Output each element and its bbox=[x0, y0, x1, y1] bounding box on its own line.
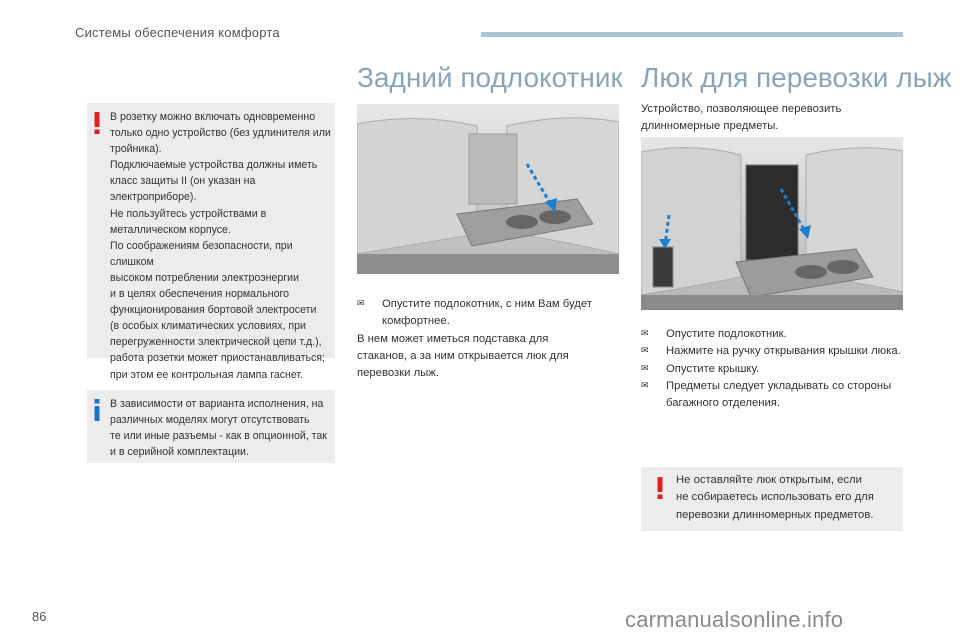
armrest-text bbox=[357, 296, 619, 382]
warning-note-text bbox=[110, 109, 334, 383]
text-line: стаканов, а за ним открывается люк для bbox=[357, 349, 569, 362]
step-item bbox=[641, 343, 903, 360]
note-line: В зависимости от варианта исполнения, на bbox=[110, 398, 324, 410]
step-text: Предметы следует укладывать со стороны багажного отделения. bbox=[666, 379, 892, 410]
header-accent-bar bbox=[481, 32, 903, 37]
note-line: В розетку можно включать одновременно bbox=[110, 111, 316, 123]
note-line: Не пользуйтесь устройствами в bbox=[110, 207, 267, 220]
step-text: Опустите крышку. bbox=[666, 362, 760, 375]
note-line: различных моделях могут отсутствовать bbox=[110, 414, 310, 427]
note-line: металлическом корпусе. bbox=[110, 223, 231, 236]
step-text: Опустите подлокотник. bbox=[666, 328, 787, 340]
note-line: те или иные разъемы - как в опционной, так bbox=[110, 430, 327, 443]
text-line: В нем может иметься подставка для bbox=[357, 332, 549, 345]
ski-hatch-photo bbox=[641, 137, 903, 310]
ski-hatch-warning-text bbox=[676, 472, 901, 524]
step-item bbox=[641, 361, 903, 378]
note-line: Не оставляйте люк открытым, если bbox=[676, 474, 862, 486]
armrest-description bbox=[357, 331, 619, 383]
bullet-icon: ✉ bbox=[641, 346, 649, 357]
warning-note-socket bbox=[87, 103, 335, 381]
ski-hatch-intro: Устройство, позволяющее перевозить длинномерные предметы. bbox=[641, 103, 842, 133]
note-line: перевозки длинномерных предметов. bbox=[676, 508, 874, 521]
note-line: и в серийной комплектации. bbox=[110, 446, 249, 459]
note-line: По соображениям безопасности, при слишком bbox=[110, 239, 293, 268]
exclamation-icon bbox=[655, 476, 665, 500]
note-line: класс защиты II (он указан на электроприборе). bbox=[110, 175, 256, 204]
step-item bbox=[641, 378, 903, 413]
armrest-photo bbox=[357, 104, 619, 274]
step-text: Нажмите на ручку открывания крышки люка. bbox=[666, 345, 901, 358]
note-line: (в особых климатических условиях, при bbox=[110, 320, 306, 333]
note-line: при этом ее контрольная лампа гаснет. bbox=[110, 368, 304, 381]
section-header: Системы обеспечения комфорта bbox=[75, 25, 280, 40]
note-line: Подключаемые устройства должны иметь bbox=[110, 159, 318, 172]
page-number: 86 bbox=[32, 609, 47, 624]
armrest-step: ✉ Опустите подлокотник, с ним Вам будет комфортнее. bbox=[357, 298, 592, 328]
note-line: функционирования бортовой электросети bbox=[110, 304, 317, 317]
warning-note-ski-hatch bbox=[641, 467, 903, 531]
note-line: и в целях обеспечения нормального bbox=[110, 288, 290, 301]
note-line: работа розетки может приостанавливаться; bbox=[110, 352, 325, 365]
bullet-icon: ✉ bbox=[641, 329, 649, 339]
info-note-sockets bbox=[87, 390, 335, 463]
step-item bbox=[641, 326, 903, 343]
note-line: перегруженности электрической цепи т.д.), bbox=[110, 336, 322, 349]
bullet-icon: ✉ bbox=[357, 299, 365, 309]
armrest-title: Задний подлокотник bbox=[357, 62, 623, 93]
info-note-text bbox=[110, 396, 334, 460]
note-line: только одно устройство (без удлинителя или bbox=[110, 127, 331, 140]
ski-hatch-title: Люк для перевозки лыж bbox=[641, 62, 952, 93]
bullet-icon: ✉ bbox=[641, 380, 649, 391]
note-line: высоком потреблении электроэнергии bbox=[110, 271, 300, 284]
bullet-icon: ✉ bbox=[641, 363, 649, 374]
watermark: carmanualsonline.info bbox=[625, 607, 844, 632]
info-icon bbox=[92, 398, 102, 422]
note-line: не собираетесь использовать его для bbox=[676, 491, 874, 504]
exclamation-icon bbox=[92, 111, 102, 135]
note-line: тройника). bbox=[110, 143, 162, 156]
ski-hatch-steps bbox=[641, 326, 903, 412]
text-line: перевозки лыж. bbox=[357, 367, 439, 380]
